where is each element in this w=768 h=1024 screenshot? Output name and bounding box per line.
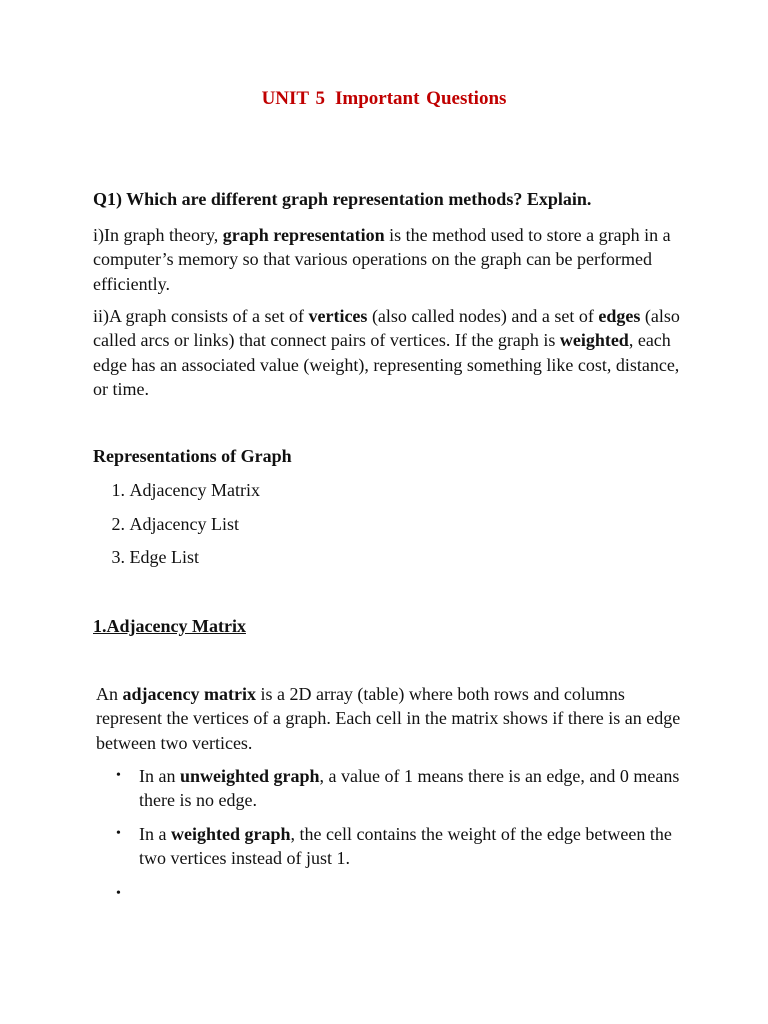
representations-list (93, 478, 260, 579)
bullet-list (93, 764, 683, 813)
paragraph-text: (also called nodes) and a set of (367, 306, 599, 326)
bold-term: unweighted graph (179, 766, 320, 786)
title-unit: UNIT 5 (261, 88, 325, 109)
bullet-text: In an unweighted graph, a value of 1 means there is an edge, and 0 means there is no edge. (139, 766, 680, 811)
bullet-item (93, 764, 683, 813)
title-rest: Important Questions (334, 88, 507, 109)
bold-term: graph representation (222, 225, 385, 245)
bullet-list (93, 822, 683, 871)
bullet-text: In a weighted graph, the cell contains the weight of the edge between the two vertices instead of just 1. (139, 824, 672, 869)
list-number: 2. (111, 513, 125, 534)
paragraph-text: is the method used to store a graph in a computer’s memory so that various operations on the graph can be performed efficiently. (93, 225, 671, 294)
paragraph-text: is a 2D array (table) where both rows and columns represent the vertices of a graph. Each cell in the matrix shows if there is an edge between two vertices. (96, 684, 681, 753)
paragraph-adjacency-matrix (96, 682, 686, 755)
list-item-label: Adjacency Matrix (129, 480, 260, 500)
bold-term: adjacency matrix (122, 684, 256, 704)
section-heading: 1.Adjacency Matrix (93, 616, 246, 636)
bullet-icon: • (116, 886, 121, 901)
paragraph-text: i)In graph theory, (93, 225, 223, 245)
list-item-label: Edge List (129, 547, 199, 567)
paragraph-text: , each edge has an associated value (weight), representing something like cost, distance, or time. (93, 330, 680, 399)
bold-term: vertices (308, 306, 368, 326)
bold-term: edges (598, 306, 641, 326)
paragraph-graph-components (93, 304, 683, 401)
paragraph-text: (also called arcs or links) that connect pairs of vertices. If the graph is (93, 306, 680, 351)
paragraph-text: ii)A graph consists of a set of (93, 306, 309, 326)
representations-heading: Representations of Graph (93, 446, 292, 466)
question-heading: Q1) Which are different graph representation methods? Explain. (93, 189, 592, 209)
bullet-icon: • (116, 826, 121, 841)
list-item (93, 545, 260, 579)
list-number: 3. (111, 547, 125, 567)
list-item (93, 512, 260, 546)
page-title (0, 88, 768, 110)
paragraph-text: An (96, 684, 123, 704)
bullet-icon: • (116, 768, 121, 783)
list-item (93, 478, 260, 512)
bullet-item (93, 882, 683, 906)
bold-term: weighted graph (170, 824, 291, 844)
paragraph-definition (93, 223, 683, 296)
list-number: 1. (111, 480, 125, 500)
bullet-list (93, 882, 683, 906)
bold-term: weighted (559, 330, 629, 351)
bullet-item (93, 822, 683, 871)
list-item-label: Adjacency List (129, 513, 239, 534)
